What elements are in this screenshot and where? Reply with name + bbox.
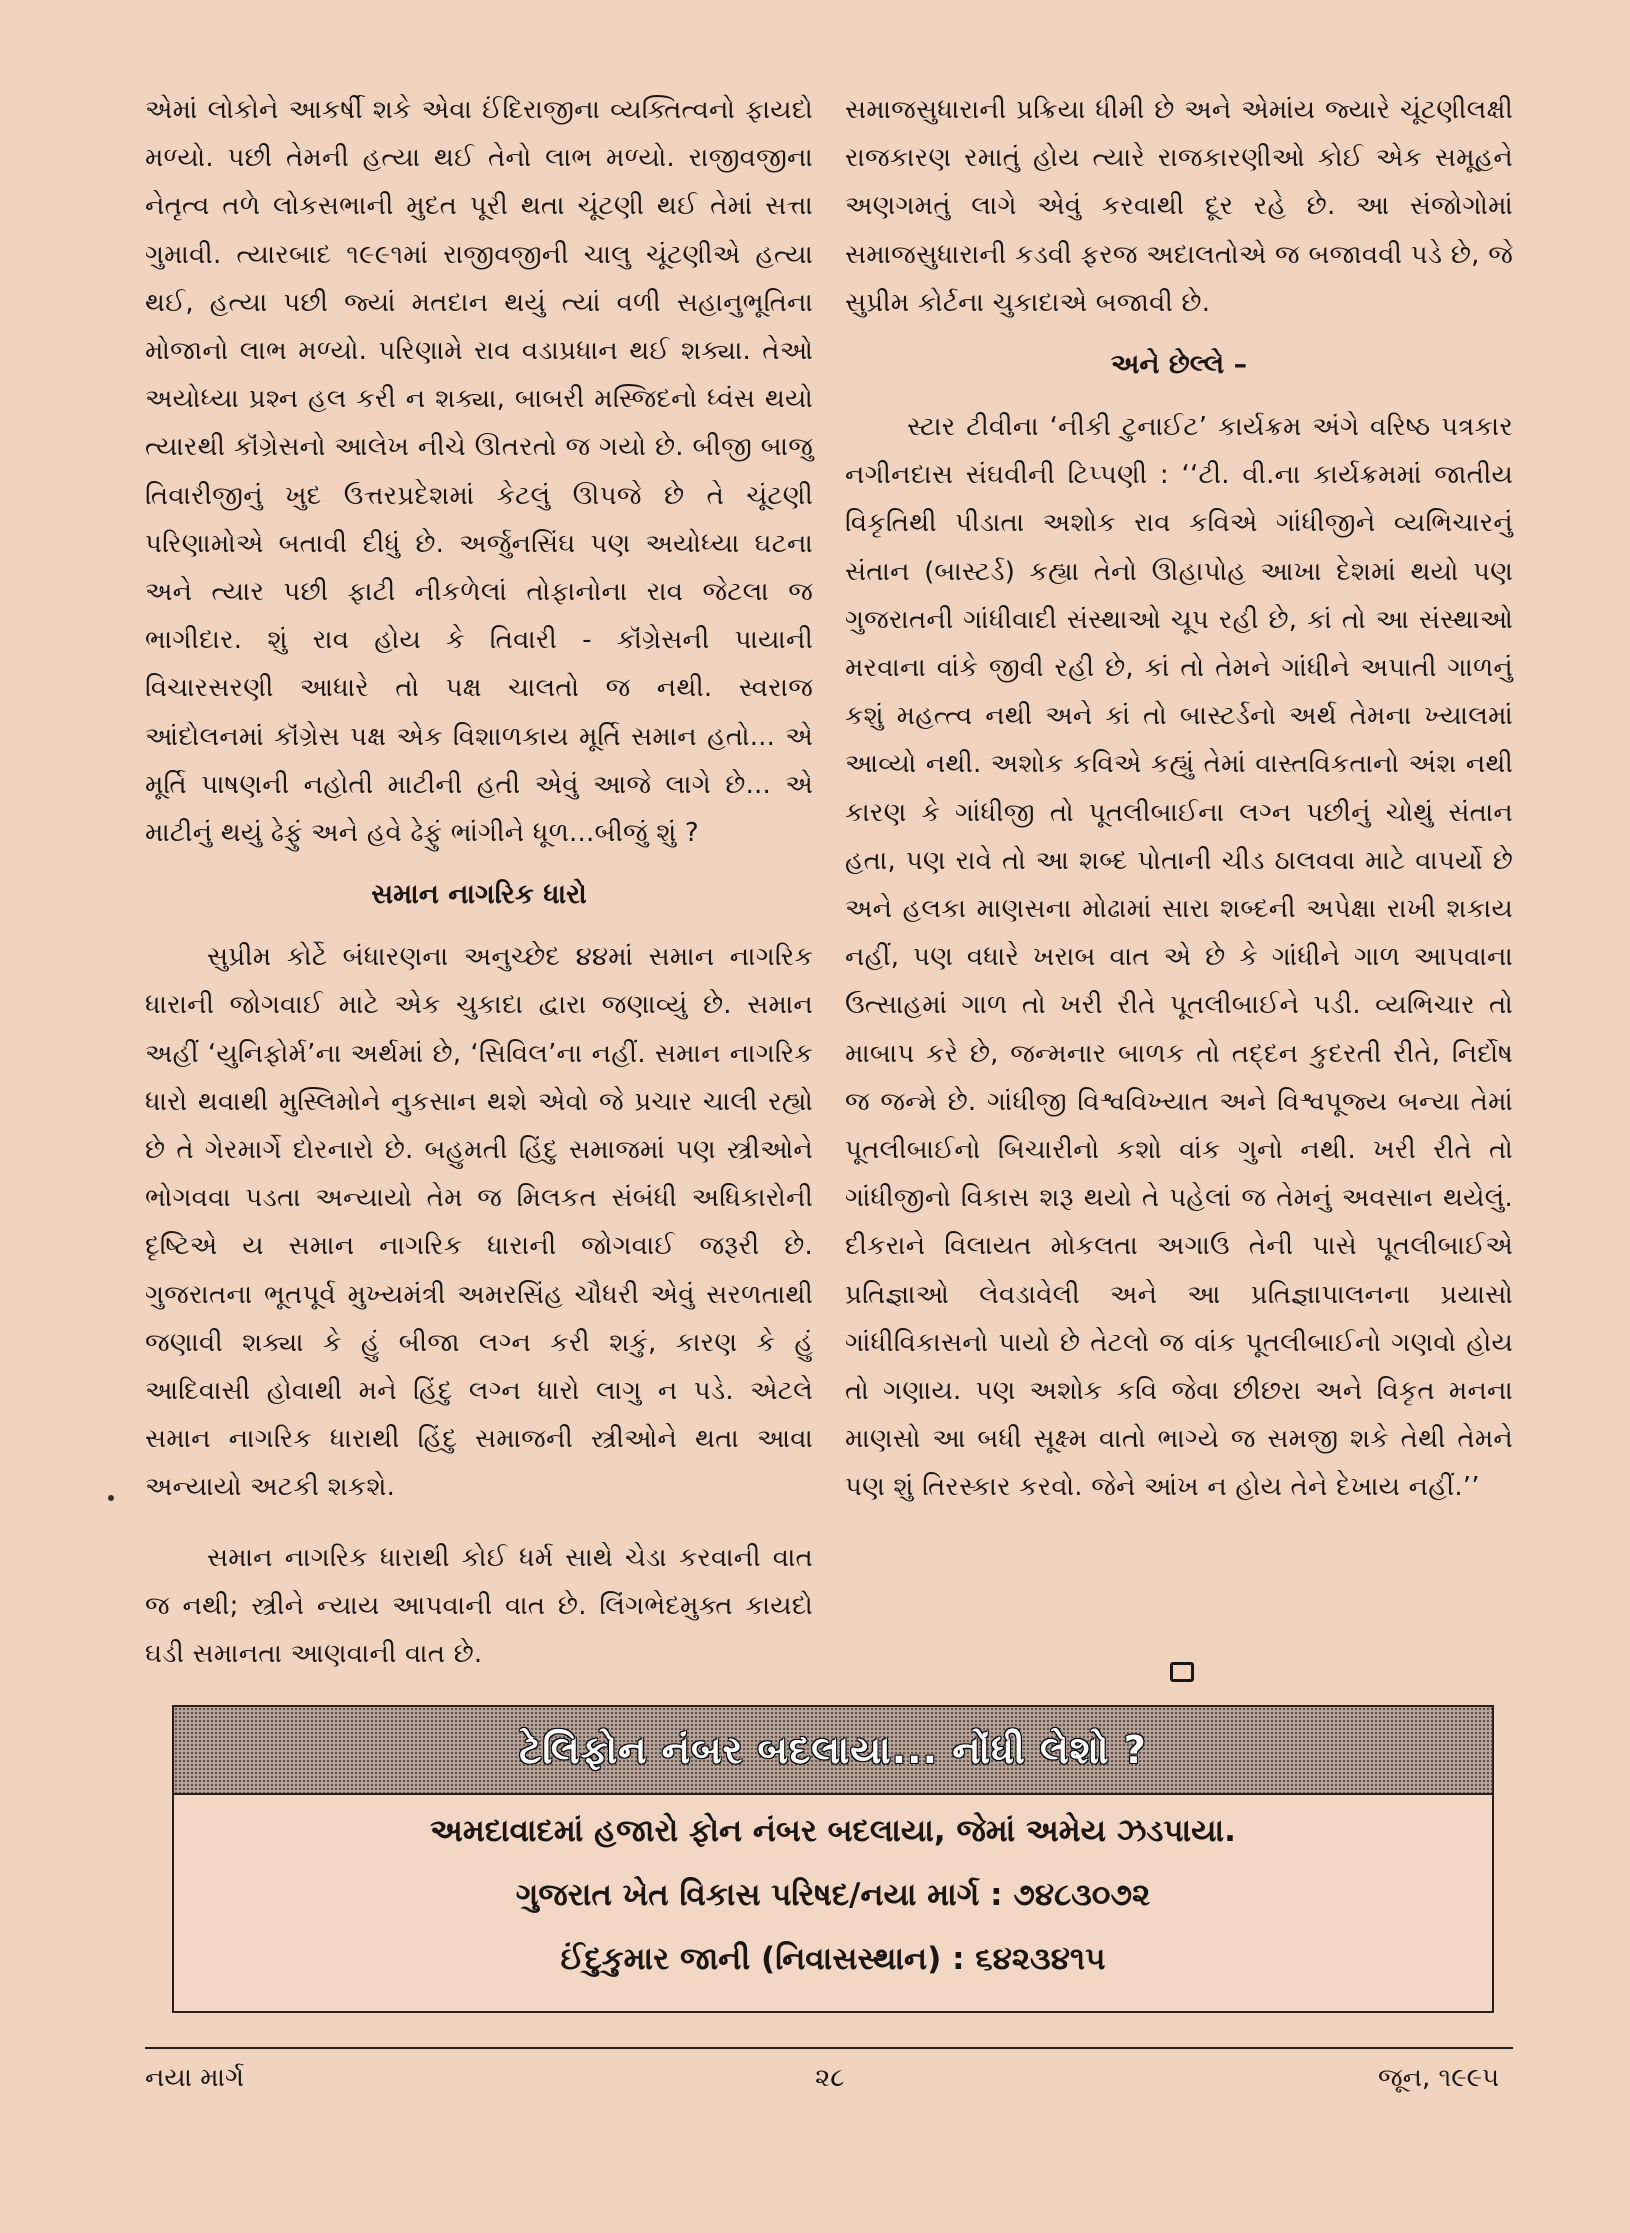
footer-rule xyxy=(145,2047,1513,2049)
notice-title: ટેલિફોન નંબર બદલાયા... નોંધી લેશો ? xyxy=(519,1727,1147,1772)
left-paragraph-1: એમાં લોકોને આકર્ષી શકે એવા ઈંદિરાજીના વ્યક્તિત્વનો ફાયદો મળ્યો. પછી તેમની હત્યા થઈ તેનો લાભ મળ્યો. રાજીવજીના નેતૃત્વ તળે લોકસભાની મુદત પૂરી થતા ચૂંટણી થઈ તેમાં સત્તા ગુમાવી. ત્યારબાદ ૧૯૯૧માં રાજીવજીની ચાલુ ચૂંટણીએ હત્યા થઈ, હત્યા પછી જ્યાં મતદાન થયું ત્યાં વળી સહાનુભૂતિના મોજાનો લાભ મળ્યો. પરિણામે રાવ વડાપ્રધાન થઈ શક્યા. તેઓ અયોધ્યા પ્રશ્ન હલ કરી ન શક્યા, બાબરી મસ્જિદનો ધ્વંસ થયો ત્યારથી કૉંગ્રેસનો આલેખ નીચે ઊતરતો જ ગયો છે. બીજી બાજુ તિવારીજીનું ખુદ ઉત્તરપ્રદેશમાં કેટલું ઊપજે છે તે ચૂંટણી પરિણામોએ બતાવી દીધું છે. અર્જુનસિંઘ પણ અયોધ્યા ઘટના અને ત્યાર પછી ફાટી નીકળેલાં તોફાનોના રાવ જેટલા જ ભાગીદાર. શું રાવ હોય કે તિવારી - કૉંગ્રેસની પાયાની વિચારસરણી આધારે તો પક્ષ ચાલતો જ નથી. સ્વરાજ આંદોલનમાં કૉંગ્રેસ પક્ષ એક વિશાળકાય મૂર્તિ સમાન હતો... એ મૂર્તિ પાષણની નહોતી માટીની હતી એવું આજે લાગે છે... એ માટીનું થયું ઢેફું અને હવે ઢેફું ભાંગીને ધૂળ...બીજું શું ? xyxy=(145,95,813,849)
left-column xyxy=(145,86,813,1678)
article-end-mark xyxy=(1170,1662,1194,1682)
right-paragraph-1: સમાજસુધારાની પ્રક્રિયા ધીમી છે અને એમાંય જ્યારે ચૂંટણીલક્ષી રાજકારણ રમાતું હોય ત્યારે રાજકારણીઓ કોઈ એક સમૂહને અણગમતું લાગે એવું કરવાથી દૂર રહે છે. આ સંજોગોમાં સમાજસુધારાની કડવી ફરજ અદાલતોએ જ બજાવવી પડે છે, જે સુપ્રીમ કોર્ટના ચુકાદાએ બજાવી છે. xyxy=(845,95,1513,318)
notice-line-2: ગુજરાત ખેત વિકાસ પરિષદ/નયા માર્ગ : ૭૪૮૩૦૭૨ xyxy=(515,1877,1151,1913)
right-column xyxy=(845,86,1513,1512)
left-paragraph-3: સમાન નાગરિક ધારાથી કોઈ ધર્મ સાથે ચેડા કરવાની વાત જ નથી; સ્ત્રીને ન્યાય આપવાની વાત છે. લિંગભેદમુક્ત કાયદો ઘડી સમાનતા આણવાની વાત છે. xyxy=(145,1542,813,1670)
right-paragraph-2: સ્ટાર ટીવીના ‘નીકી ટુનાઈટ’ કાર્યક્રમ અંગે વરિષ્ઠ પત્રકાર નગીનદાસ સંઘવીની ટિપ્પણી : ‘‘ટી. વી.ના કાર્યક્રમમાં જાતીય વિકૃતિથી પીડાતા અશોક રાવ કવિએ ગાંધીજીને વ્યભિચારનું સંતાન (બાસ્ટર્ડ) કહ્યા તેનો ઊહાપોહ આખા દેશમાં થયો પણ ગુજરાતની ગાંધીવાદી સંસ્થાઓ ચૂપ રહી છે, કાં તો આ સંસ્થાઓ મરવાના વાંકે જીવી રહી છે, કાં તો તેમને ગાંધીને અપાતી ગાળનું કશું મહત્ત્વ નથી અને કાં તો બાસ્ટર્ડનો અર્થ તેમના ખ્યાલમાં આવ્યો નથી. અશોક કવિએ કહ્યું તેમાં વાસ્તવિકતાનો અંશ નથી કારણ કે ગાંધીજી તો પૂતલીબાઈના લગ્ન પછીનું ચોથું સંતાન હતા, પણ રાવે તો આ શબ્દ પોતાની ચીડ ઠાલવવા માટે વાપર્યો છે અને હલકા માણસના મોઢામાં સારા શબ્દની અપેક્ષા રાખી શકાય નહીં, પણ વધારે ખરાબ વાત એ છે કે ગાંધીને ગાળ આપવાના ઉત્સાહમાં ગાળ તો ખરી રીતે પૂતલીબાઈને પડી. વ્યભિચાર તો માબાપ કરે છે, જન્મનાર બાળક તો તદ્દન કુદરતી રીતે, નિર્દોષ જ જન્મે છે. ગાંધીજી વિશ્વવિખ્યાત અને વિશ્વપૂજ્ય બન્યા તેમાં પૂતલીબાઈનો બિચારીનો કશો વાંક ગુનો નથી. ખરી રીતે તો ગાંધીજીનો વિકાસ શરૂ થયો તે પહેલાં જ તેમનું અવસાન થયેલું. દીકરાને વિલાયત મોકલતા અગાઉ તેની પાસે પૂતલીબાઈએ પ્રતિજ્ઞાઓ લેવડાવેલી અને આ પ્રતિજ્ઞાપાલનના પ્રયાસો ગાંધીવિકાસનો પાયો છે તેટલો જ વાંક પૂતલીબાઈનો ગણવો હોય તો ગણાય. પણ અશોક કવિ જેવા છીછરા અને વિકૃત મનના માણસો આ બધી સૂક્ષ્મ વાતો ભાગ્યે જ સમજી શકે તેથી તેમને પણ શું તિરસ્કાર કરવો. જેને આંખ ન હોય તેને દેખાય નહીં.’’ xyxy=(845,412,1513,1503)
footer-date: જૂન, ૧૯૯૫ xyxy=(1378,2063,1500,2093)
left-paragraph-2: સુપ્રીમ કોર્ટે બંધારણના અનુચ્છેદ ૪૪માં સમાન નાગરિક ધારાની જોગવાઈ માટે એક ચુકાદા દ્વારા જણાવ્યું છે. સમાન અહીં ‘યુનિફોર્મ’ના અર્થમાં છે, ‘સિવિલ’ના નહીં. સમાન નાગરિક ધારો થવાથી મુસ્લિમોને નુકસાન થશે એવો જે પ્રચાર ચાલી રહ્યો છે તે ગેરમાર્ગે દોરનારો છે. બહુમતી હિંદુ સમાજમાં પણ સ્ત્રીઓને ભોગવવા પડતા અન્યાયો તેમ જ મિલકત સંબંધી અધિકારોની દૃષ્ટિએ ય સમાન નાગરિક ધારાની જોગવાઈ જરૂરી છે. ગુજરાતના ભૂતપૂર્વ મુખ્યમંત્રી અમરસિંહ ચૌધરી એવું સરળતાથી જણાવી શક્યા કે હું બીજા લગ્ન કરી શકું, કારણ કે હું આદિવાસી હોવાથી મને હિંદુ લગ્ન ધારો લાગુ ન પડે. એટલે સમાન નાગરિક ધારાથી હિંદુ સમાજની સ્ત્રીઓને થતા આવા અન્યાયો અટકી શકશે. xyxy=(145,942,813,1503)
notice-line-3: ઈંદુકુમાર જાની (નિવાસસ્થાન) : ૬૪૨૩૪૧૫ xyxy=(560,1941,1106,1977)
footer-page-number: ૨૮ xyxy=(815,2063,845,2093)
section-heading-uniform-civil-code: સમાન નાગરિક ધારો xyxy=(371,879,587,911)
section-heading-and-finally: અને છેલ્લે – xyxy=(1110,349,1248,381)
phone-change-notice-box xyxy=(172,1705,1494,2013)
notice-banner xyxy=(174,1707,1492,1795)
print-speck xyxy=(108,1495,114,1501)
footer-publication: નયા માર્ગ xyxy=(145,2063,245,2093)
notice-line-1: અમદાવાદમાં હજારો ફોન નંબર બદલાયા, જેમાં અમેય ઝડપાયા. xyxy=(430,1813,1236,1849)
